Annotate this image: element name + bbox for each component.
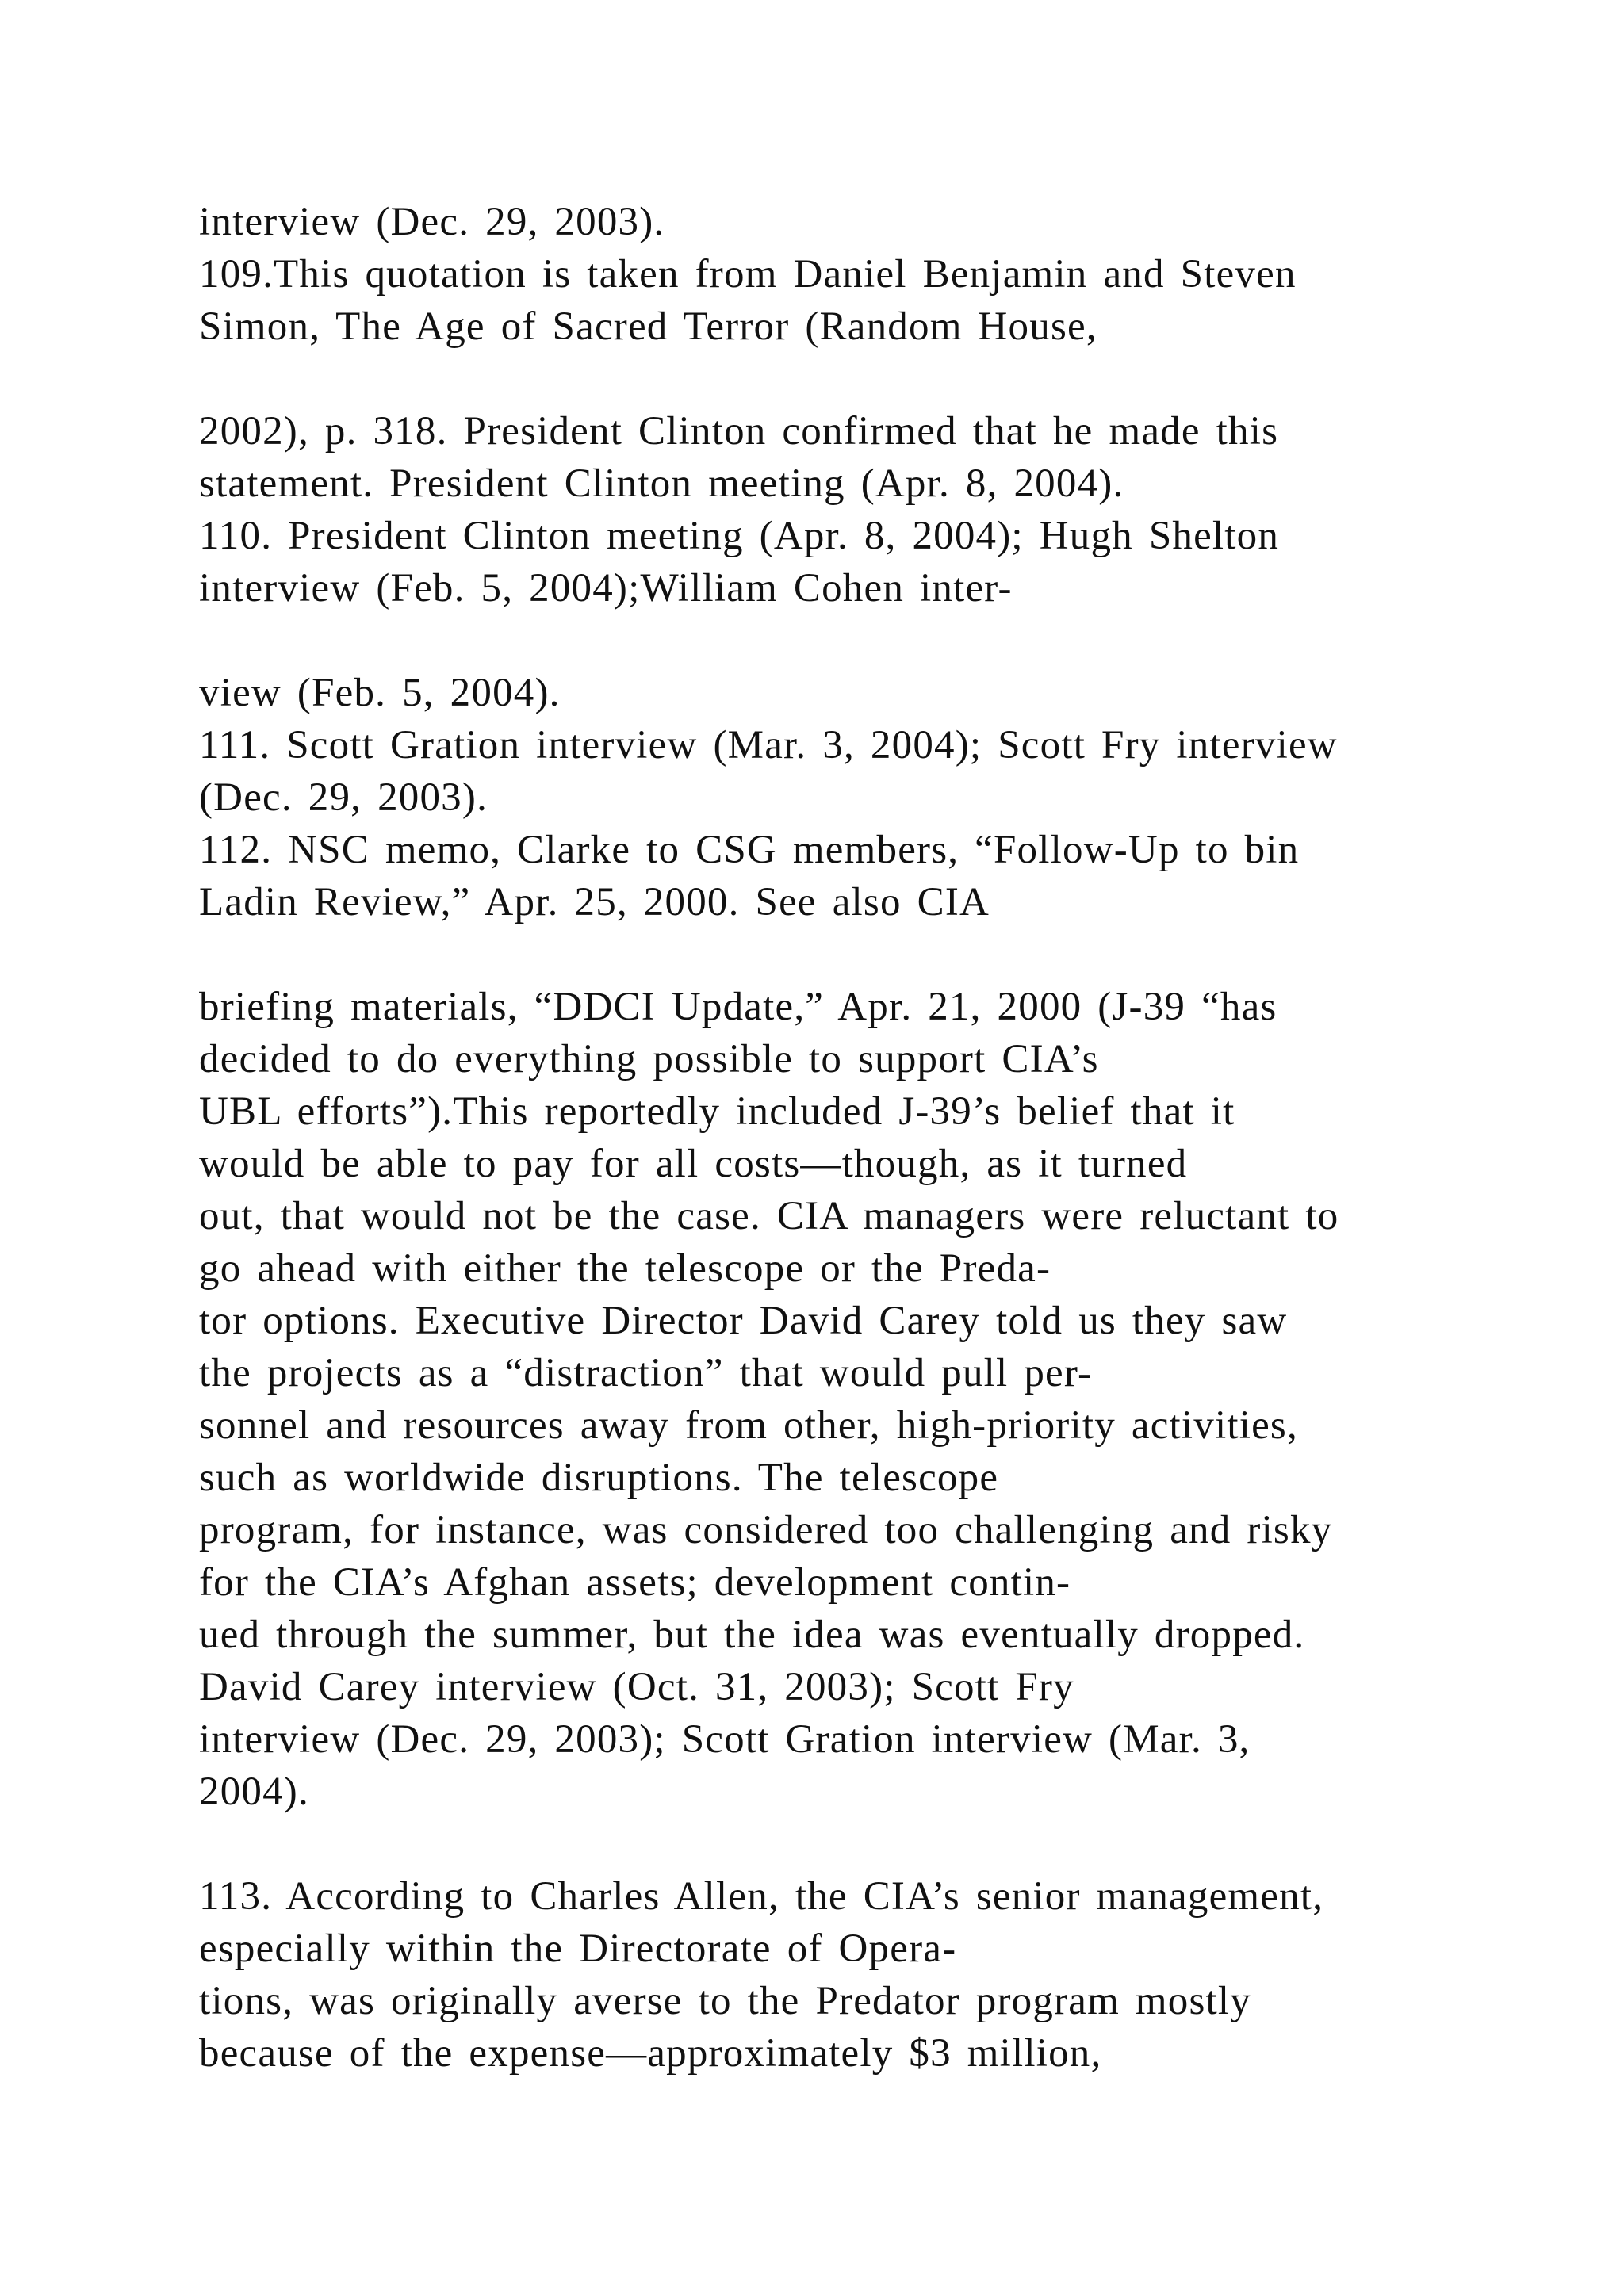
text-line: program, for instance, was considered too challenging and risky (199, 1508, 1333, 1552)
text-line: Simon, The Age of Sacred Terror (Random House, (199, 304, 1097, 349)
text-line: interview (Dec. 29, 2003); Scott Gration interview (Mar. 3, (199, 1717, 1251, 1762)
text-line: 2002), p. 318. President Clinton confirmed that he made this (199, 409, 1279, 453)
text-line: UBL efforts”).This reportedly included J-39’s belief that it (199, 1089, 1235, 1134)
text-line: such as worldwide disruptions. The telescope (199, 1456, 999, 1500)
text-line: 111. Scott Gration interview (Mar. 3, 2004); Scott Fry interview (199, 723, 1338, 767)
text-line: would be able to pay for all costs—though, as it turned (199, 1142, 1188, 1186)
text-line: interview (Dec. 29, 2003). (199, 200, 665, 244)
text-line: decided to do everything possible to support CIA’s (199, 1037, 1099, 1081)
text-line: especially within the Directorate of Opera- (199, 1927, 957, 1971)
text-line: David Carey interview (Oct. 31, 2003); Scott Fry (199, 1665, 1074, 1709)
text-line: tions, was originally averse to the Predator program mostly (199, 1979, 1251, 2023)
text-line: 2004). (199, 1770, 309, 1814)
text-line: interview (Feb. 5, 2004);William Cohen inter- (199, 566, 1013, 610)
text-line: because of the expense—approximately $3 million, (199, 2031, 1102, 2076)
text-line: tor options. Executive Director David Carey told us they saw (199, 1299, 1288, 1343)
text-line: sonnel and resources away from other, high-priority activities, (199, 1403, 1298, 1448)
text-line: 109.This quotation is taken from Daniel Benjamin and Steven (199, 252, 1297, 297)
text-line: the projects as a “distraction” that would pull per- (199, 1351, 1093, 1395)
text-line: Ladin Review,” Apr. 25, 2000. See also CIA (199, 880, 990, 924)
text-line: go ahead with either the telescope or the Preda- (199, 1246, 1051, 1291)
text-line: 113. According to Charles Allen, the CIA’s senior management, (199, 1874, 1324, 1919)
text-line: ued through the summer, but the idea was eventually dropped. (199, 1613, 1305, 1657)
text-line: 110. President Clinton meeting (Apr. 8, 2004); Hugh Shelton (199, 514, 1280, 558)
text-line: 112. NSC memo, Clarke to CSG members, “Follow-Up to bin (199, 828, 1300, 872)
text-line: out, that would not be the case. CIA managers were reluctant to (199, 1194, 1339, 1238)
text-line: (Dec. 29, 2003). (199, 775, 488, 820)
text-line: briefing materials, “DDCI Update,” Apr. 21, 2000 (J-39 “has (199, 985, 1277, 1029)
text-line: view (Feb. 5, 2004). (199, 671, 561, 715)
text-line: for the CIA’s Afghan assets; development contin- (199, 1560, 1071, 1605)
text-line: statement. President Clinton meeting (Apr. 8, 2004). (199, 461, 1124, 506)
